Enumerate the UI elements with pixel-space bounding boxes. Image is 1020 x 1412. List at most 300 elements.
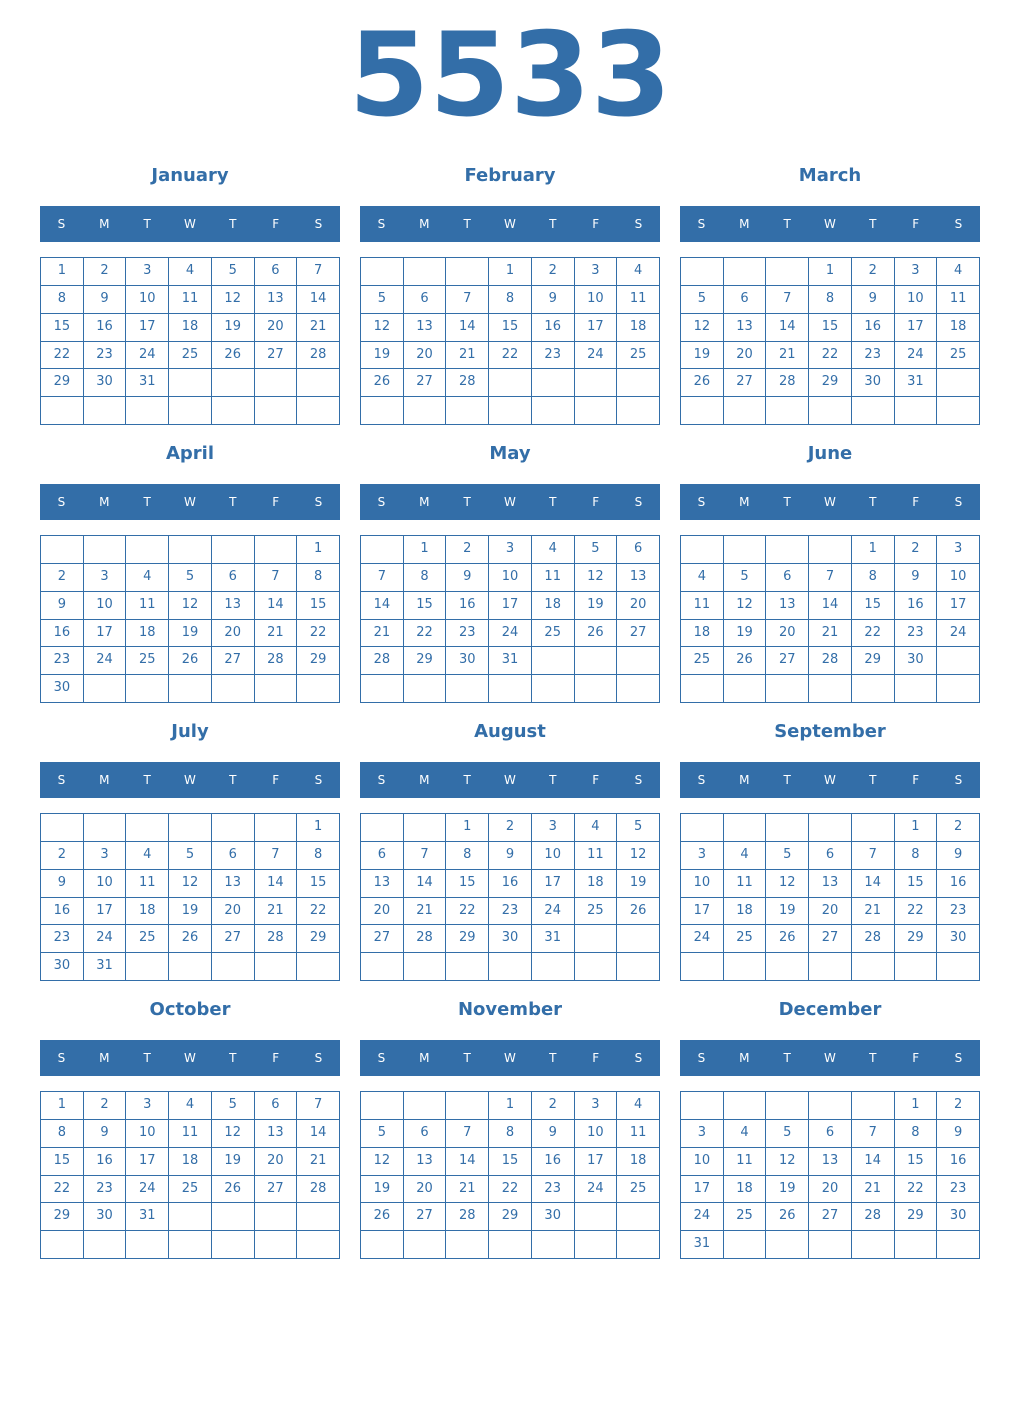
day-cell: 12 xyxy=(212,1120,255,1148)
day-cell: 21 xyxy=(361,620,404,648)
weekday-label: M xyxy=(739,773,750,787)
day-cell: 9 xyxy=(532,286,575,314)
day-cell: 19 xyxy=(169,898,212,926)
day-cell: 20 xyxy=(255,314,298,342)
day-grid xyxy=(360,1091,660,1259)
day-cell: 8 xyxy=(446,842,489,870)
weekday-label: M xyxy=(739,217,750,231)
day-cell: 10 xyxy=(895,286,938,314)
day-cell: 15 xyxy=(809,314,852,342)
day-cell: 6 xyxy=(809,1120,852,1148)
day-cell: 21 xyxy=(446,1176,489,1204)
day-cell: 5 xyxy=(361,1120,404,1148)
weekday-label: T xyxy=(463,1051,471,1065)
day-cell: 7 xyxy=(852,1120,895,1148)
day-cell: 10 xyxy=(489,564,532,592)
day-cell: 22 xyxy=(895,898,938,926)
day-cell: 21 xyxy=(297,1148,340,1176)
day-cell: 23 xyxy=(446,620,489,648)
day-cell: 8 xyxy=(404,564,447,592)
day-cell: 23 xyxy=(852,342,895,370)
day-cell: 24 xyxy=(681,925,724,953)
weekday-label: S xyxy=(634,217,643,231)
day-cell: 26 xyxy=(575,620,618,648)
weekday-label: M xyxy=(99,1051,110,1065)
day-cell: 8 xyxy=(489,286,532,314)
day-cell: 26 xyxy=(169,925,212,953)
day-cell: 31 xyxy=(84,953,127,981)
empty-cell xyxy=(724,953,767,981)
day-cell: 27 xyxy=(404,1203,447,1231)
empty-cell xyxy=(895,953,938,981)
weekday-label: W xyxy=(504,217,516,231)
day-cell: 5 xyxy=(169,842,212,870)
day-cell: 28 xyxy=(404,925,447,953)
weekday-label: F xyxy=(912,1051,920,1065)
day-cell: 7 xyxy=(766,286,809,314)
day-cell: 7 xyxy=(446,286,489,314)
empty-cell xyxy=(361,814,404,842)
weekday-label: W xyxy=(184,217,196,231)
day-cell: 17 xyxy=(126,1148,169,1176)
empty-cell xyxy=(297,1203,340,1231)
day-cell: 18 xyxy=(169,314,212,342)
day-cell: 2 xyxy=(937,1092,980,1120)
day-cell: 2 xyxy=(895,536,938,564)
day-cell: 31 xyxy=(532,925,575,953)
day-cell: 6 xyxy=(212,842,255,870)
empty-cell xyxy=(809,397,852,425)
weekday-label: T xyxy=(463,217,471,231)
day-cell: 7 xyxy=(809,564,852,592)
day-cell: 19 xyxy=(169,620,212,648)
day-cell: 12 xyxy=(617,842,660,870)
day-cell: 9 xyxy=(895,564,938,592)
empty-cell xyxy=(575,647,618,675)
empty-cell xyxy=(361,397,404,425)
day-cell: 24 xyxy=(575,342,618,370)
day-cell: 11 xyxy=(724,1148,767,1176)
day-cell: 28 xyxy=(766,369,809,397)
weekday-label: F xyxy=(912,773,920,787)
day-cell: 16 xyxy=(852,314,895,342)
empty-cell xyxy=(617,925,660,953)
day-cell: 3 xyxy=(575,258,618,286)
day-cell: 16 xyxy=(937,1148,980,1176)
empty-cell xyxy=(446,675,489,703)
day-cell: 20 xyxy=(404,342,447,370)
day-cell: 1 xyxy=(297,814,340,842)
weekday-label: S xyxy=(954,773,963,787)
day-cell: 4 xyxy=(532,536,575,564)
day-cell: 29 xyxy=(895,925,938,953)
day-cell: 3 xyxy=(681,842,724,870)
day-cell: 12 xyxy=(766,1148,809,1176)
empty-cell xyxy=(297,953,340,981)
empty-cell xyxy=(255,953,298,981)
day-cell: 25 xyxy=(169,342,212,370)
day-cell: 4 xyxy=(681,564,724,592)
day-cell: 12 xyxy=(169,870,212,898)
empty-cell xyxy=(575,397,618,425)
weekday-label: S xyxy=(314,217,323,231)
day-cell: 12 xyxy=(361,1148,404,1176)
day-cell: 12 xyxy=(766,870,809,898)
day-cell: 6 xyxy=(404,1120,447,1148)
empty-cell xyxy=(361,536,404,564)
day-cell: 22 xyxy=(852,620,895,648)
day-cell: 3 xyxy=(575,1092,618,1120)
day-cell: 1 xyxy=(446,814,489,842)
day-cell: 8 xyxy=(41,1120,84,1148)
empty-cell xyxy=(126,536,169,564)
day-cell: 25 xyxy=(575,898,618,926)
weekday-label: S xyxy=(634,495,643,509)
day-cell: 16 xyxy=(895,592,938,620)
empty-cell xyxy=(212,397,255,425)
empty-cell xyxy=(84,814,127,842)
empty-cell xyxy=(617,369,660,397)
empty-cell xyxy=(169,814,212,842)
month-august xyxy=(360,720,660,982)
day-cell: 28 xyxy=(255,925,298,953)
day-cell: 25 xyxy=(617,1176,660,1204)
day-cell: 21 xyxy=(446,342,489,370)
day-cell: 18 xyxy=(724,1176,767,1204)
weekday-label: S xyxy=(314,495,323,509)
empty-cell xyxy=(404,258,447,286)
day-cell: 1 xyxy=(489,1092,532,1120)
empty-cell xyxy=(212,675,255,703)
empty-cell xyxy=(766,536,809,564)
day-cell: 4 xyxy=(126,842,169,870)
weekday-label: F xyxy=(592,217,600,231)
empty-cell xyxy=(895,675,938,703)
empty-cell xyxy=(852,953,895,981)
weekday-label: S xyxy=(57,495,66,509)
day-cell: 27 xyxy=(766,647,809,675)
day-cell: 24 xyxy=(126,1176,169,1204)
weekday-header xyxy=(40,1040,340,1076)
day-cell: 29 xyxy=(895,1203,938,1231)
day-cell: 5 xyxy=(361,286,404,314)
day-cell: 18 xyxy=(681,620,724,648)
day-cell: 12 xyxy=(212,286,255,314)
day-cell: 22 xyxy=(297,620,340,648)
empty-cell xyxy=(489,675,532,703)
day-cell: 20 xyxy=(212,620,255,648)
day-cell: 6 xyxy=(404,286,447,314)
empty-cell xyxy=(681,258,724,286)
day-cell: 6 xyxy=(809,842,852,870)
day-cell: 25 xyxy=(617,342,660,370)
day-cell: 9 xyxy=(41,870,84,898)
empty-cell xyxy=(212,369,255,397)
day-cell: 7 xyxy=(852,842,895,870)
day-cell: 14 xyxy=(852,870,895,898)
weekday-label: F xyxy=(592,1051,600,1065)
day-cell: 18 xyxy=(617,1148,660,1176)
weekday-label: F xyxy=(912,217,920,231)
day-cell: 24 xyxy=(126,342,169,370)
day-cell: 3 xyxy=(681,1120,724,1148)
empty-cell xyxy=(617,675,660,703)
day-cell: 20 xyxy=(361,898,404,926)
month-september xyxy=(680,720,980,982)
day-grid xyxy=(360,257,660,425)
day-cell: 21 xyxy=(852,1176,895,1204)
empty-cell xyxy=(126,675,169,703)
day-cell: 14 xyxy=(255,870,298,898)
day-cell: 29 xyxy=(446,925,489,953)
day-cell: 9 xyxy=(84,286,127,314)
weekday-label: T xyxy=(869,217,877,231)
day-grid xyxy=(40,535,340,703)
day-cell: 2 xyxy=(852,258,895,286)
empty-cell xyxy=(937,1231,980,1259)
day-cell: 9 xyxy=(41,592,84,620)
day-cell: 9 xyxy=(937,842,980,870)
month-title: October xyxy=(149,999,231,1020)
day-cell: 14 xyxy=(446,314,489,342)
day-cell: 11 xyxy=(617,286,660,314)
year-title: 5533 xyxy=(348,8,672,143)
day-cell: 14 xyxy=(404,870,447,898)
day-cell: 25 xyxy=(169,1176,212,1204)
empty-cell xyxy=(766,1092,809,1120)
month-june xyxy=(680,442,980,704)
empty-cell xyxy=(852,1092,895,1120)
month-april xyxy=(40,442,340,704)
weekday-label: T xyxy=(229,495,237,509)
day-cell: 15 xyxy=(297,870,340,898)
day-cell: 15 xyxy=(895,870,938,898)
day-cell: 10 xyxy=(84,870,127,898)
empty-cell xyxy=(681,1092,724,1120)
weekday-label: T xyxy=(143,773,151,787)
weekday-label: T xyxy=(463,773,471,787)
day-cell: 8 xyxy=(489,1120,532,1148)
day-cell: 1 xyxy=(41,258,84,286)
empty-cell xyxy=(297,675,340,703)
day-cell: 30 xyxy=(937,1203,980,1231)
empty-cell xyxy=(84,1231,127,1259)
empty-cell xyxy=(532,953,575,981)
day-cell: 6 xyxy=(255,258,298,286)
day-cell: 20 xyxy=(617,592,660,620)
day-cell: 13 xyxy=(212,870,255,898)
day-cell: 7 xyxy=(255,564,298,592)
empty-cell xyxy=(361,1092,404,1120)
empty-cell xyxy=(809,675,852,703)
day-cell: 19 xyxy=(617,870,660,898)
weekday-label: T xyxy=(229,1051,237,1065)
empty-cell xyxy=(937,675,980,703)
day-cell: 5 xyxy=(575,536,618,564)
empty-cell xyxy=(724,397,767,425)
day-cell: 7 xyxy=(446,1120,489,1148)
weekday-label: W xyxy=(184,495,196,509)
day-cell: 4 xyxy=(169,258,212,286)
day-cell: 13 xyxy=(404,1148,447,1176)
day-cell: 1 xyxy=(895,814,938,842)
day-cell: 23 xyxy=(84,342,127,370)
day-cell: 6 xyxy=(212,564,255,592)
day-cell: 12 xyxy=(681,314,724,342)
weekday-label: S xyxy=(377,1051,386,1065)
day-cell: 28 xyxy=(297,342,340,370)
day-cell: 19 xyxy=(724,620,767,648)
day-cell: 18 xyxy=(724,898,767,926)
empty-cell xyxy=(895,397,938,425)
month-title: September xyxy=(774,721,886,742)
day-cell: 5 xyxy=(766,842,809,870)
empty-cell xyxy=(766,258,809,286)
day-cell: 5 xyxy=(169,564,212,592)
weekday-label: T xyxy=(549,773,557,787)
day-cell: 11 xyxy=(169,1120,212,1148)
empty-cell xyxy=(126,397,169,425)
day-cell: 8 xyxy=(41,286,84,314)
empty-cell xyxy=(681,675,724,703)
day-cell: 19 xyxy=(361,1176,404,1204)
empty-cell xyxy=(724,536,767,564)
empty-cell xyxy=(489,1231,532,1259)
empty-cell xyxy=(84,397,127,425)
day-cell: 29 xyxy=(297,647,340,675)
empty-cell xyxy=(852,397,895,425)
empty-cell xyxy=(41,814,84,842)
weekday-label: T xyxy=(783,495,791,509)
empty-cell xyxy=(126,953,169,981)
empty-cell xyxy=(532,369,575,397)
empty-cell xyxy=(724,1231,767,1259)
day-cell: 28 xyxy=(361,647,404,675)
empty-cell xyxy=(404,675,447,703)
empty-cell xyxy=(361,1231,404,1259)
day-cell: 26 xyxy=(724,647,767,675)
day-cell: 24 xyxy=(84,925,127,953)
day-cell: 22 xyxy=(41,342,84,370)
empty-cell xyxy=(169,536,212,564)
day-cell: 24 xyxy=(84,647,127,675)
empty-cell xyxy=(255,536,298,564)
day-cell: 25 xyxy=(126,647,169,675)
day-cell: 25 xyxy=(724,925,767,953)
day-cell: 15 xyxy=(489,1148,532,1176)
day-cell: 2 xyxy=(84,258,127,286)
day-cell: 29 xyxy=(297,925,340,953)
empty-cell xyxy=(446,953,489,981)
day-cell: 26 xyxy=(212,1176,255,1204)
day-cell: 18 xyxy=(169,1148,212,1176)
empty-cell xyxy=(126,814,169,842)
day-cell: 18 xyxy=(937,314,980,342)
day-cell: 26 xyxy=(169,647,212,675)
day-cell: 22 xyxy=(297,898,340,926)
day-cell: 24 xyxy=(895,342,938,370)
day-cell: 9 xyxy=(489,842,532,870)
month-title: May xyxy=(489,443,531,464)
empty-cell xyxy=(809,953,852,981)
weekday-label: F xyxy=(272,773,280,787)
empty-cell xyxy=(575,953,618,981)
day-cell: 10 xyxy=(681,870,724,898)
day-cell: 9 xyxy=(852,286,895,314)
empty-cell xyxy=(255,1231,298,1259)
day-cell: 10 xyxy=(126,1120,169,1148)
day-cell: 20 xyxy=(766,620,809,648)
day-cell: 22 xyxy=(41,1176,84,1204)
empty-cell xyxy=(84,675,127,703)
day-cell: 31 xyxy=(489,647,532,675)
weekday-header xyxy=(680,762,980,798)
empty-cell xyxy=(361,258,404,286)
empty-cell xyxy=(212,814,255,842)
weekday-label: W xyxy=(824,217,836,231)
day-cell: 8 xyxy=(297,564,340,592)
day-cell: 27 xyxy=(617,620,660,648)
day-cell: 16 xyxy=(84,314,127,342)
day-cell: 16 xyxy=(41,898,84,926)
day-cell: 18 xyxy=(126,898,169,926)
day-cell: 21 xyxy=(297,314,340,342)
empty-cell xyxy=(575,1203,618,1231)
empty-cell xyxy=(404,1092,447,1120)
day-cell: 22 xyxy=(489,1176,532,1204)
day-cell: 15 xyxy=(297,592,340,620)
empty-cell xyxy=(532,647,575,675)
day-cell: 14 xyxy=(809,592,852,620)
day-cell: 23 xyxy=(41,647,84,675)
empty-cell xyxy=(361,675,404,703)
empty-cell xyxy=(681,953,724,981)
weekday-label: T xyxy=(869,773,877,787)
weekday-header xyxy=(680,1040,980,1076)
day-cell: 18 xyxy=(126,620,169,648)
empty-cell xyxy=(297,1231,340,1259)
day-cell: 23 xyxy=(532,342,575,370)
day-cell: 26 xyxy=(681,369,724,397)
weekday-header xyxy=(680,206,980,242)
day-cell: 21 xyxy=(404,898,447,926)
empty-cell xyxy=(724,814,767,842)
day-cell: 27 xyxy=(212,647,255,675)
day-cell: 14 xyxy=(297,1120,340,1148)
weekday-label: S xyxy=(954,217,963,231)
weekday-label: M xyxy=(419,495,430,509)
weekday-label: S xyxy=(314,1051,323,1065)
day-cell: 20 xyxy=(212,898,255,926)
day-cell: 2 xyxy=(532,258,575,286)
day-cell: 17 xyxy=(937,592,980,620)
weekday-header xyxy=(360,484,660,520)
weekday-label: M xyxy=(99,495,110,509)
day-cell: 20 xyxy=(809,898,852,926)
day-cell: 15 xyxy=(41,1148,84,1176)
weekday-label: T xyxy=(869,1051,877,1065)
empty-cell xyxy=(937,953,980,981)
day-cell: 5 xyxy=(212,258,255,286)
day-cell: 27 xyxy=(255,1176,298,1204)
empty-cell xyxy=(84,536,127,564)
day-cell: 7 xyxy=(297,1092,340,1120)
day-cell: 27 xyxy=(404,369,447,397)
day-cell: 14 xyxy=(297,286,340,314)
day-cell: 26 xyxy=(766,925,809,953)
day-cell: 2 xyxy=(446,536,489,564)
empty-cell xyxy=(809,814,852,842)
